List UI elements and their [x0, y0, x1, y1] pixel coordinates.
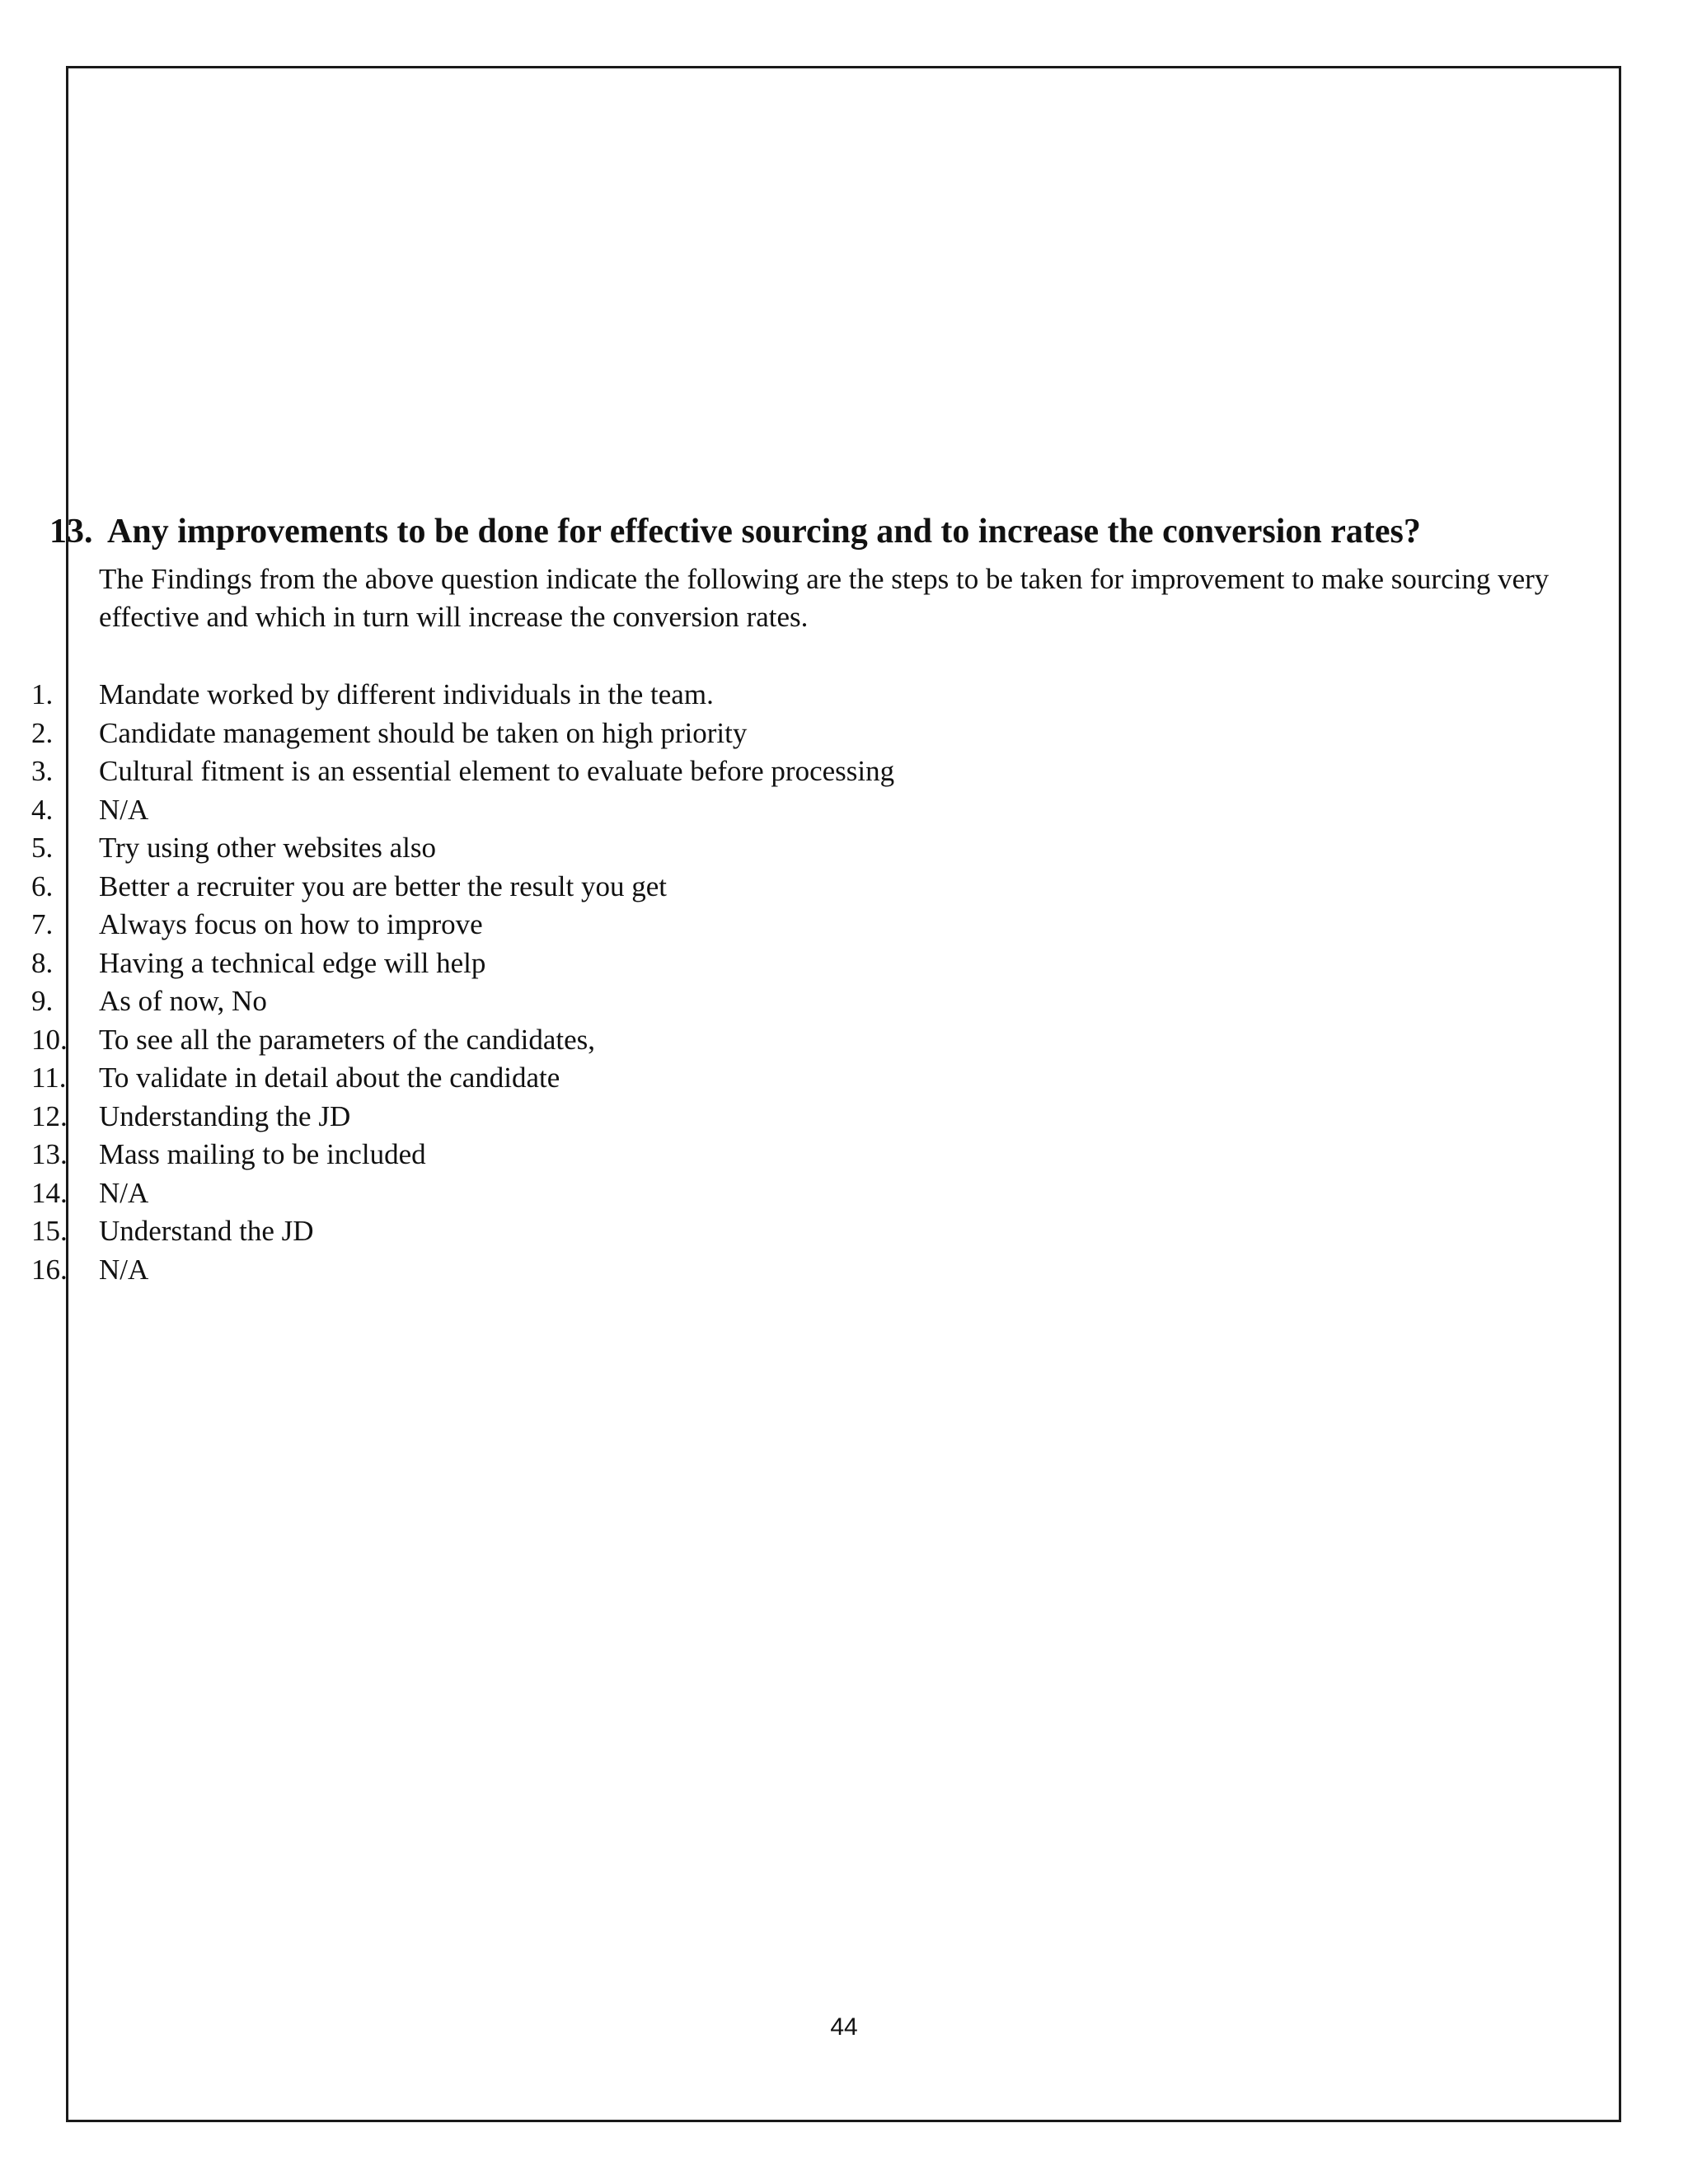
item-text: Always focus on how to improve	[99, 908, 483, 940]
item-number: 16.	[31, 1253, 68, 1286]
item-text: N/A	[99, 1253, 149, 1286]
item-number: 9.	[31, 985, 54, 1017]
item-number: 1.	[31, 678, 54, 710]
list-item	[31, 1212, 1597, 1251]
item-number: 8.	[31, 946, 54, 979]
item-number: 2.	[31, 716, 54, 749]
item-text: Better a recruiter you are better the result you get	[99, 869, 667, 902]
list-item	[31, 1174, 1597, 1213]
item-number: 6.	[31, 869, 54, 902]
list-item	[31, 906, 1597, 944]
list-item	[31, 715, 1597, 753]
item-text: Mass mailing to be included	[99, 1138, 426, 1170]
question-title: Any improvements to be done for effective sourcing and to increase the conversion rates?	[107, 513, 1421, 551]
item-text: To see all the parameters of the candidates,	[99, 1023, 596, 1056]
list-item	[31, 944, 1597, 983]
item-text: Understand the JD	[99, 1215, 314, 1247]
list-item	[31, 1098, 1597, 1137]
item-text: As of now, No	[99, 985, 267, 1017]
answer-list	[31, 676, 1597, 1289]
list-item	[31, 1059, 1597, 1098]
list-item	[31, 752, 1597, 791]
item-text: Mandate worked by different individuals in the team.	[99, 678, 714, 710]
item-number: 12.	[31, 1099, 68, 1132]
question-heading	[49, 511, 1632, 552]
list-item	[31, 829, 1597, 868]
findings-intro: The Findings from the above question indicate the following are the steps to be taken for improvement to make sourcing very effective and which in turn will increase the conversion rates.	[99, 563, 1550, 633]
item-text: Having a technical edge will help	[99, 946, 486, 979]
item-text: Try using other websites also	[99, 832, 436, 864]
list-item	[31, 791, 1597, 830]
item-number: 13.	[31, 1138, 68, 1170]
item-text: To validate in detail about the candidate	[99, 1062, 560, 1094]
item-text: Understanding the JD	[99, 1099, 351, 1132]
item-number: 5.	[31, 832, 54, 864]
list-item	[31, 868, 1597, 907]
item-number: 4.	[31, 793, 54, 826]
list-item	[31, 1021, 1597, 1060]
item-text: N/A	[99, 793, 149, 826]
item-number: 11.	[31, 1062, 67, 1094]
item-number: 7.	[31, 908, 54, 940]
list-item	[31, 676, 1597, 715]
question-number: 13.	[49, 513, 93, 551]
list-item	[31, 1251, 1597, 1290]
item-number: 14.	[31, 1176, 68, 1209]
item-text: Cultural fitment is an essential element to evaluate before processing	[99, 755, 895, 787]
item-text: Candidate management should be taken on high priority	[99, 716, 748, 749]
item-number: 3.	[31, 755, 54, 787]
item-text: N/A	[99, 1176, 149, 1209]
list-item	[31, 982, 1597, 1021]
list-item	[31, 1136, 1597, 1174]
item-number: 10.	[31, 1023, 68, 1056]
item-number: 15.	[31, 1215, 68, 1247]
page-number: 44	[830, 2013, 858, 2041]
